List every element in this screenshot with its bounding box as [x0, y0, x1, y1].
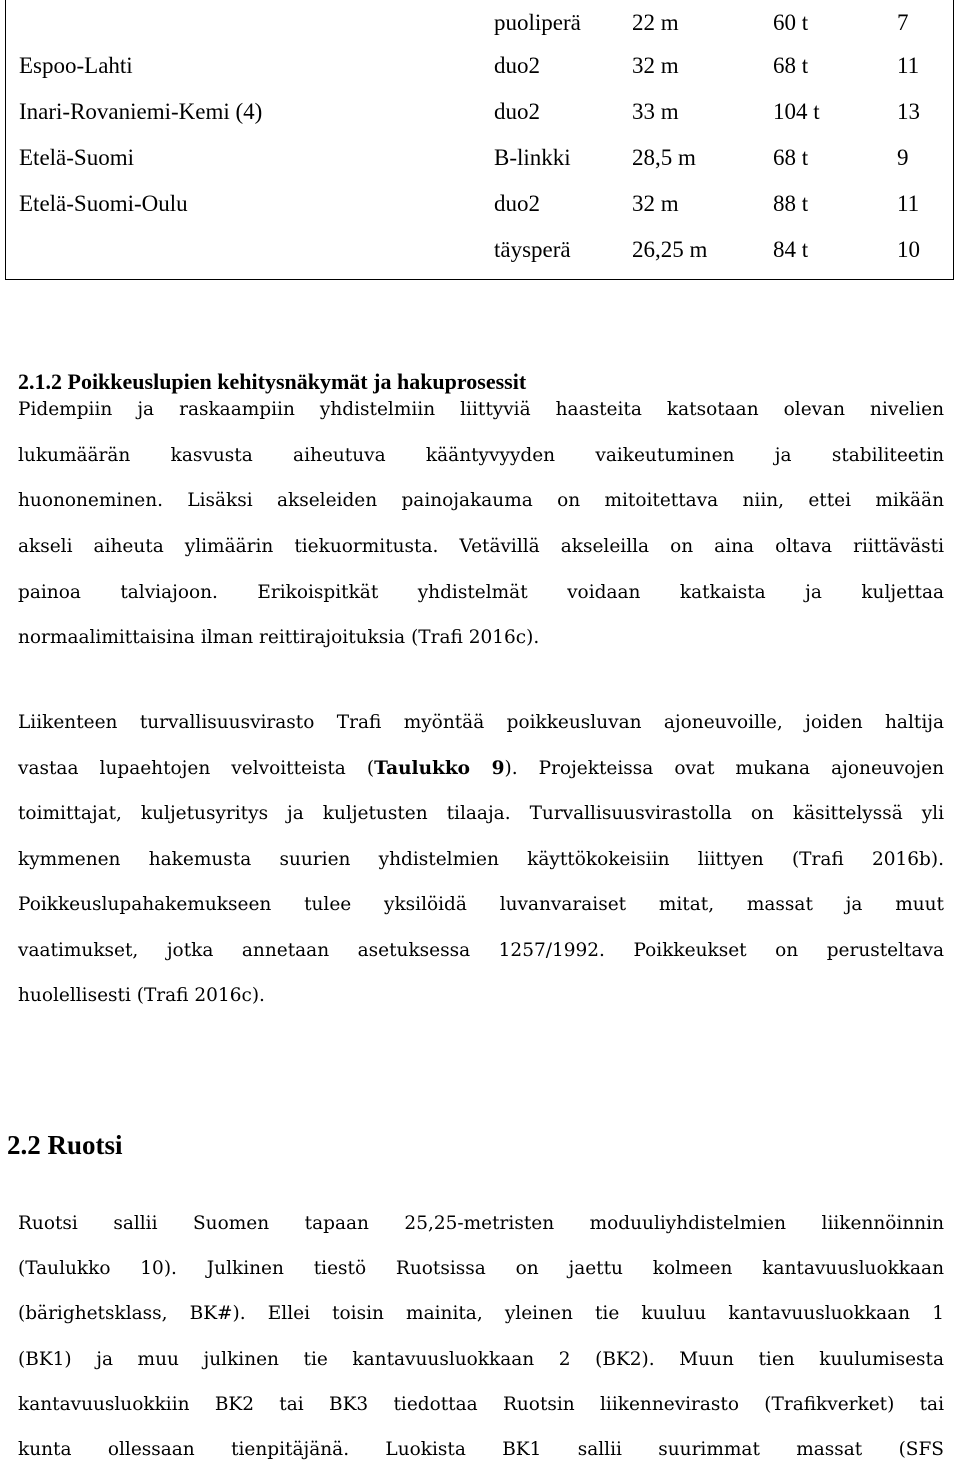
table-cell-mass: 68 t [773, 145, 809, 170]
table-row [6, 0, 953, 46]
text-line: (bärighetsklass, BK#). Ellei toisin mainita, yleinen tie kuuluu kantavuusluokkaan 1 [18, 1303, 944, 1325]
text-line: lukumäärän kasvusta aiheutuva kääntyvyyden vaikeutuminen ja stabiliteetin [18, 444, 944, 466]
table-cell-type: B-linkki [494, 145, 571, 170]
section-heading-2-1-2: 2.1.2 Poikkeuslupien kehitysnäkymät ja hakuprosessit [18, 369, 527, 394]
text-line-with-reference [18, 754, 944, 800]
table-cell-type: puoliperä [494, 10, 581, 35]
table-cell-count: 10 [897, 237, 920, 262]
text-fragment: ). Projekteissa ovat mukana ajoneuvojen [504, 757, 944, 779]
table-cell-count: 11 [897, 53, 920, 78]
paragraph-trafi-permits [18, 708, 944, 1027]
table-cell-route: Espoo-Lahti [19, 53, 133, 78]
table-cell-mass: 104 t [773, 99, 820, 124]
paragraph-challenges [18, 395, 944, 669]
text-line: akseli aiheuta ylimäärin tiekuormitusta. Vetävillä akseleilla on aina oltava riittävästi [18, 536, 944, 558]
table-row [6, 89, 953, 135]
table-cell-length: 22 m [632, 10, 679, 35]
table-cell-route: Etelä-Suomi-Oulu [19, 191, 188, 216]
table-row [6, 135, 953, 181]
table-cell-mass: 60 t [773, 10, 809, 35]
table-reference[interactable]: Taulukko 9 [374, 757, 505, 779]
table-cell-count: 9 [897, 145, 909, 170]
table-row [6, 227, 953, 273]
table-cell-mass: 88 t [773, 191, 809, 216]
table-row [6, 181, 953, 227]
text-line: Poikkeuslupahakemukseen tulee yksilöidä luvanvaraiset mitat, massat ja muut [18, 894, 944, 915]
table-cell-count: 11 [897, 191, 920, 216]
text-line: huononeminen. Lisäksi akseleiden painojakauma on mitoitettava niin, ettei mikään [18, 490, 944, 512]
text-line: (Taulukko 10). Julkinen tiestö Ruotsissa on jaettu kolmeen kantavuusluokkaan [18, 1258, 944, 1280]
text-line: huolellisesti (Trafi 2016c). [18, 985, 265, 1006]
text-line: normaalimittaisina ilman reittirajoituksia (Trafi 2016c). [18, 627, 540, 649]
table-cell-type: duo2 [494, 53, 540, 78]
text-line: (BK1) ja muu julkinen tie kantavuusluokkaan 2 (BK2). Muun tien kuulumisesta [18, 1348, 944, 1370]
text-line: Pidempiin ja raskaampiin yhdistelmiin liittyviä haasteita katsotaan olevan nivelien [18, 399, 944, 420]
text-line: painoa talviajoon. Erikoispitkät yhdistelmät voidaan katkaista ja kuljettaa [18, 581, 944, 603]
text-line: kunta ollessaan tienpitäjänä. Luokista BK1 sallii suurimmat massat (SFS [18, 1438, 944, 1460]
table-cell-length: 28,5 m [632, 145, 696, 170]
text-line: kymmenen hakemusta suurien yhdistelmien käyttökokeisiin liittyen (Trafi 2016b). [18, 848, 944, 870]
vehicle-combination-table [5, 0, 954, 280]
text-fragment: vastaa lupaehtojen velvoitteista ( [18, 757, 375, 779]
table-cell-type: täysperä [494, 237, 571, 262]
table-cell-count: 7 [897, 10, 909, 35]
table-row [6, 43, 953, 89]
table-cell-length: 33 m [632, 99, 679, 124]
table-cell-route: Inari-Rovaniemi-Kemi (4) [19, 99, 263, 124]
table-cell-type: duo2 [494, 191, 540, 216]
table-cell-count: 13 [897, 99, 920, 124]
table-cell-type: duo2 [494, 99, 540, 124]
section-heading-2-2: 2.2 Ruotsi [7, 1130, 123, 1160]
text-line: vaatimukset, jotka annetaan asetuksessa 1257/1992. Poikkeukset on perusteltava [18, 939, 944, 961]
text-line: kantavuusluokkiin BK2 tai BK3 tiedottaa Ruotsin liikennevirasto (Trafikverket) tai [18, 1393, 944, 1415]
text-line: toimittajat, kuljetusyritys ja kuljetusten tilaaja. Turvallisuusvirastolla on käsittelyssä yli [18, 803, 944, 824]
table-cell-length: 32 m [632, 53, 679, 78]
text-line: Ruotsi sallii Suomen tapaan 25,25-metristen moduuliyhdistelmien liikennöinnin [18, 1213, 944, 1234]
table-cell-route: Etelä-Suomi [19, 145, 134, 170]
paragraph-sweden [18, 1209, 944, 1480]
table-cell-mass: 68 t [773, 53, 809, 78]
text-line: Liikenteen turvallisuusvirasto Trafi myöntää poikkeusluvan ajoneuvoille, joiden haltija [18, 712, 944, 733]
table-cell-length: 26,25 m [632, 237, 708, 262]
table-cell-mass: 84 t [773, 237, 809, 262]
table-cell-length: 32 m [632, 191, 679, 216]
